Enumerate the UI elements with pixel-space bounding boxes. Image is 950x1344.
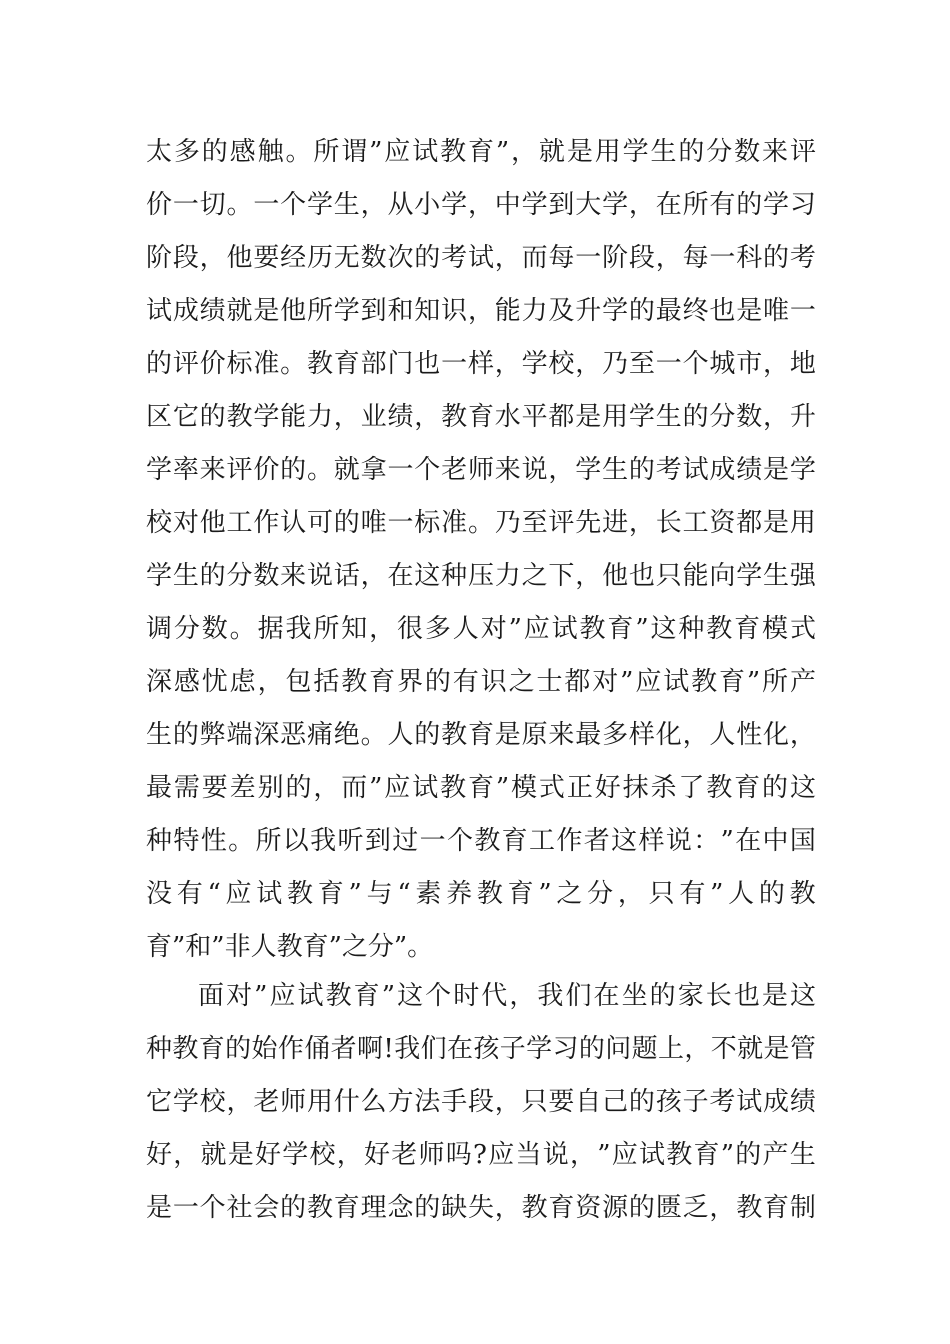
- text-line: 太 多 的 感 触 。 所 谓 ” 应 试 教 育 ” ， 就 是 用 学 生 的 分 数 来 评: [146, 137, 816, 167]
- text-line: 育”和”非人教育”之分”。: [146, 932, 434, 962]
- text-line: 它 学 校 ， 老 师 用 什 么 方 法 手 段 ， 只 要 自 己 的 孩 子 考 试 成 绩: [146, 1087, 816, 1117]
- text-line: 价 一 切 。 一 个 学 生 ， 从 小 学 ， 中 学 到 大 学 ， 在 所 有 的 学 习: [146, 190, 816, 220]
- text-line: 学 生 的 分 数 来 说 话 ， 在 这 种 压 力 之 下 ， 他 也 只 能 向 学 生 强: [146, 561, 816, 591]
- paragraph-1: [146, 126, 816, 974]
- text-line: 区 它 的 教 学 能 力 ， 业 绩 ， 教 育 水 平 都 是 用 学 生 的 分 数 ， 升: [146, 402, 816, 432]
- text-line: 是 一 个 社 会 的 教 育 理 念 的 缺 失 ， 教 育 资 源 的 匮 乏 ， 教 育 制: [146, 1193, 816, 1223]
- text-line: 深 感 忧 虑 ， 包 括 教 育 界 的 有 识 之 士 都 对 ” 应 试 教 育 ” 所 产: [146, 667, 816, 697]
- text-line: 阶 段 ， 他 要 经 历 无 数 次 的 考 试 ， 而 每 一 阶 段 ， 每 一 科 的 考: [146, 243, 816, 273]
- text-line: 面 对 ” 应 试 教 育 ” 这 个 时 代 ， 我 们 在 坐 的 家 长 也 是 这: [198, 981, 816, 1011]
- text-line: 种 特 性 。 所 以 我 听 到 过 一 个 教 育 工 作 者 这 样 说 ： ” 在 中 国: [146, 826, 816, 856]
- text-line: 种 教 育 的 始 作 俑 者 啊 ! 我 们 在 孩 子 学 习 的 问 题 上 ， 不 就 是 管: [146, 1034, 816, 1064]
- text-line: 好 ， 就 是 好 学 校 ， 好 老 师 吗 ? 应 当 说 ， ” 应 试 教 育 ” 的 产 生: [146, 1140, 816, 1170]
- text-line: 生 的 弊 端 深 恶 痛 绝 。 人 的 教 育 是 原 来 最 多 样 化 ， 人 性 化 ，: [146, 720, 816, 750]
- text-line: 调 分 数 。 据 我 所 知 ， 很 多 人 对 ” 应 试 教 育 ” 这 种 教 育 模 式: [146, 614, 816, 644]
- text-line: 试 成 绩 就 是 他 所 学 到 和 知 识 ， 能 力 及 升 学 的 最 终 也 是 唯 一: [146, 296, 816, 326]
- text-line: 学 率 来 评 价 的 。 就 拿 一 个 老 师 来 说 ， 学 生 的 考 试 成 绩 是 学: [146, 455, 816, 485]
- text-line: 的 评 价 标 准 。 教 育 部 门 也 一 样 ， 学 校 ， 乃 至 一 个 城 市 ， 地: [146, 349, 816, 379]
- text-line: 最 需 要 差 别 的 ， 而 ” 应 试 教 育 ” 模 式 正 好 抹 杀 了 教 育 的 这: [146, 773, 816, 803]
- text-line: 校 对 他 工 作 认 可 的 唯 一 标 准 。 乃 至 评 先 进 ， 长 工 资 都 是 用: [146, 508, 816, 538]
- text-line: 没 有 “ 应 试 教 育 ” 与 “ 素 养 教 育 ” 之 分 ， 只 有 ” 人 的 教: [146, 879, 816, 909]
- paragraph-2: [146, 970, 816, 1235]
